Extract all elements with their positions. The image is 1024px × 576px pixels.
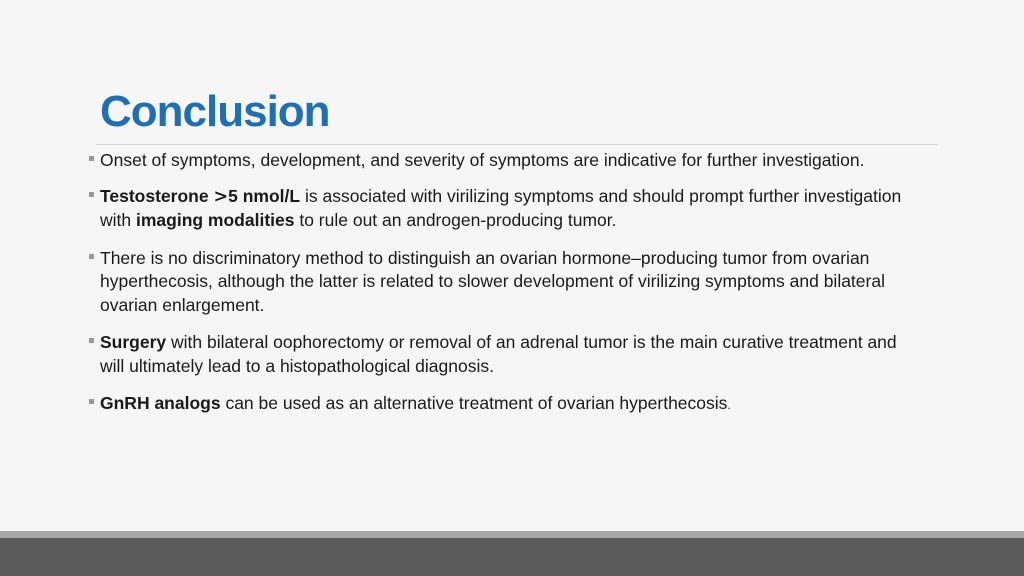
footer-bar [0,538,1024,576]
bullet-text: with bilateral oophorectomy or removal of an adrenal tumor is the main curative treatment and will ultimately lead to a histopathological diagnosis. [100,332,897,376]
bullet-testosterone [89,185,919,233]
title-divider [96,144,938,145]
bold-term-testosterone: Testosterone [100,185,209,206]
bullet-text: There is no discriminatory method to distinguish an ovarian hormone–producing tumor from ovarian hyperthecosis, although the latter is related to slower development of virilizing symptoms and bilateral ovarian enlargement. [100,247,885,315]
bullet-square-icon [89,254,94,259]
bullet-surgery [89,331,919,378]
bullet-square-icon [89,399,94,404]
bullet-end-period: . [727,398,731,412]
slide-title: Conclusion [100,87,330,136]
bold-term-threshold: 5 nmol/L [228,185,301,206]
bullet-text: can be used as an alternative treatment of ovarian hyperthecosis [220,393,728,413]
bullet-list [89,149,919,432]
bold-term-imaging: imaging modalities [135,210,295,230]
bullet-text: is associated with virilizing symptoms and should prompt further investigation with [100,185,902,230]
bullet-square-icon [89,192,94,197]
bullet-discriminatory [89,247,919,318]
bullet-square-icon [89,156,94,161]
bold-term-gnrh: GnRH analogs [100,393,221,413]
bullet-text: to rule out an androgen-producing tumor. [294,210,617,230]
footer-accent-bar [0,531,1024,538]
bold-term-surgery: Surgery [100,332,167,352]
bullet-text: Onset of symptoms, development, and severity of symptoms are indicative for further investigation. [100,150,865,170]
greater-than-symbol: > [213,186,229,207]
bullet-onset [89,149,919,173]
bullet-gnrh [89,392,919,418]
bullet-square-icon [89,338,94,343]
